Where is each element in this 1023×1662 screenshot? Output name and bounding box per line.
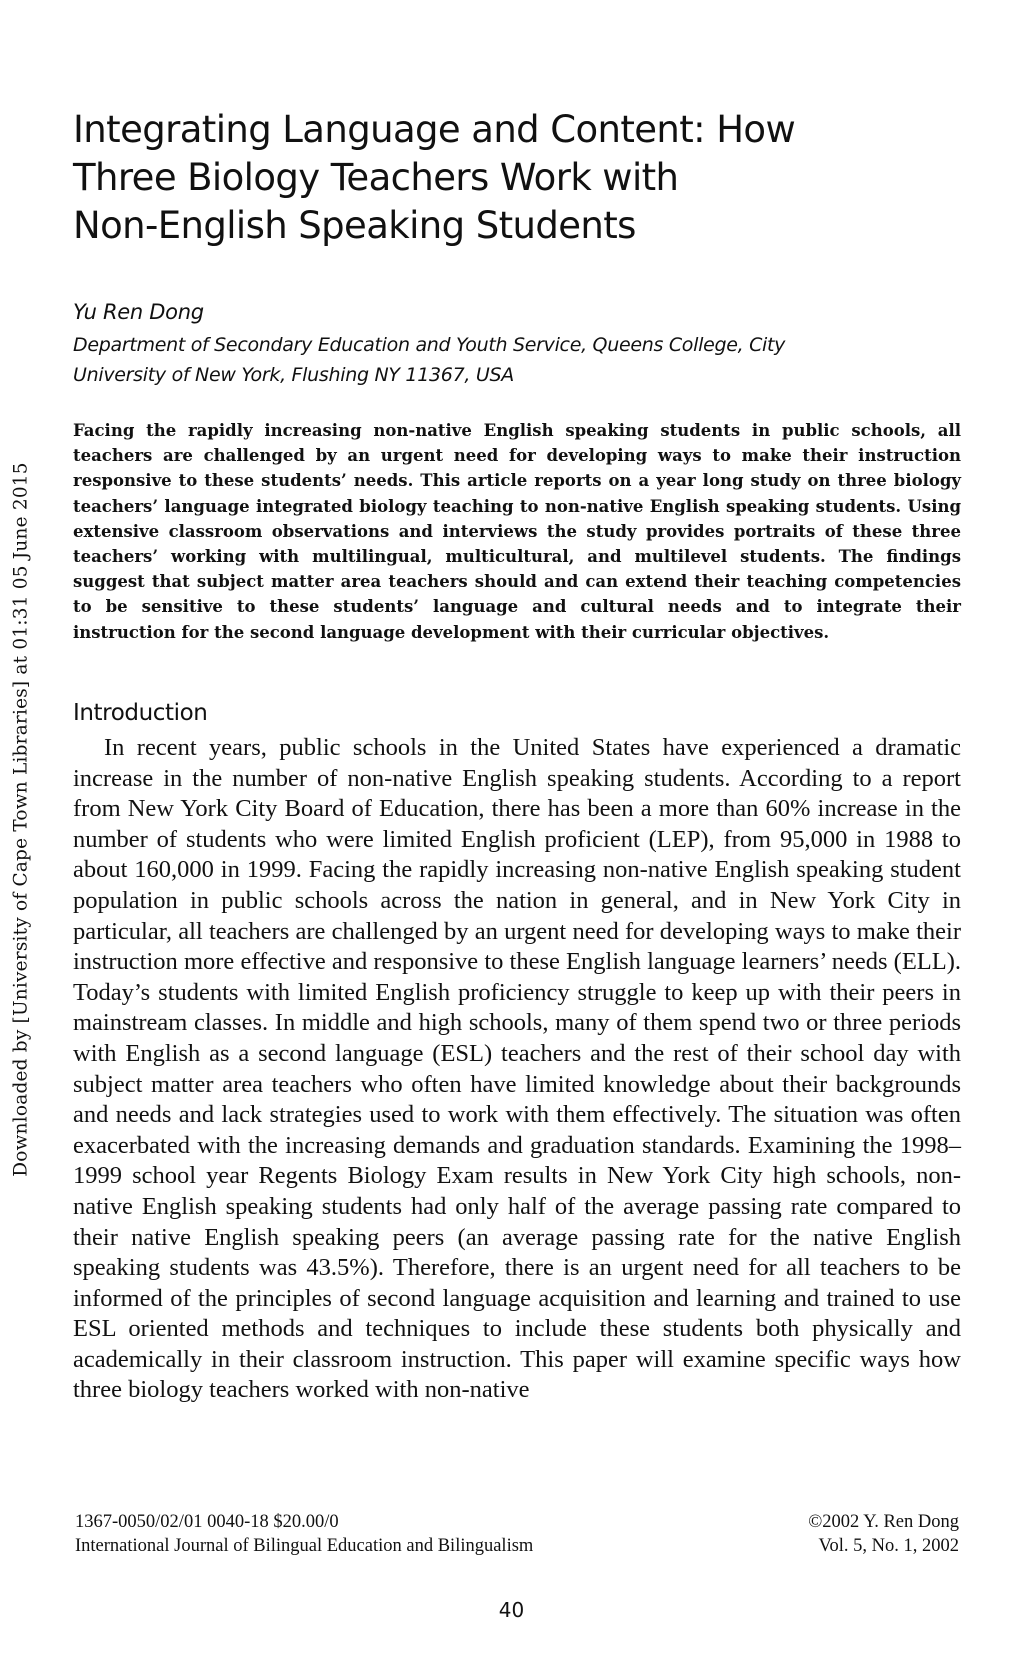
- intro-paragraph: In recent years, public schools in the United States have experienced a dramatic increase in the number of non-native English speaking students. According to a report from New York City Board of Education, there has been a more than 60% increase in the number of students who were limited English proficient (LEP), from 95,000 in 1988 to about 160,000 in 1999. Facing the rapidly increasing non-native English speaking student population in public schools across the nation in general, and in New York City in particular, all teachers are challenged by an urgent need for developing ways to make their instruction more effective and responsive to these English language learners’ needs (ELL). Today’s students with limited English proficiency struggle to keep up with their peers in mainstream classes. In middle and high schools, many of them spend two or three periods with English as a second language (ESL) teachers and the rest of their school day with subject matter area teachers who often have limited knowledge about their backgrounds and needs and lack strategies used to work with them effectively. The situation was often exacerbated with the increasing demands and graduation standards. Examining the 1998–1999 school year Regents Biology Exam results in New York City high schools, non-native English speaking students had only half of the average passing rate compared to their native English speaking peers (an average passing rate for the native English speaking students was 43.5%). Therefore, there is an urgent need for all teachers to be informed of the principles of second language acquisition and learning and trained to use ESL oriented methods and techniques to include these students both physically and academically in their classroom instruction. This paper will examine specific ways how three biology teachers worked with non-native: [73, 734, 961, 1404]
- author-affiliation: [73, 330, 961, 390]
- title-line: Three Biology Teachers Work with: [73, 156, 679, 199]
- title-line: Integrating Language and Content: How: [73, 108, 796, 151]
- footer-copyright-info: [808, 1510, 959, 1558]
- download-note-text: Downloaded by [University of Cape Town Libraries] at 01:31 05 June 2015: [10, 461, 32, 1177]
- page-number: 40: [498, 1598, 525, 1622]
- abstract: Facing the rapidly increasing non-native English speaking students in public schools, all teachers are challenged by an urgent need for developing ways to make their instruction responsive to these students’ needs. This article reports on a year long study on three biology teachers’ language integrated biology teaching to non-native English speaking students. Using extensive classroom observations and interviews the study provides portraits of these three teachers’ working with multilingual, multicultural, and multilevel students. The findings suggest that subject matter area teachers should and can extend their teaching competencies to be sensitive to these students’ language and cultural needs and to integrate their instruction for the second language development with their curricular objectives.: [73, 421, 961, 642]
- author-name: Yu Ren Dong: [73, 300, 204, 324]
- download-watermark: [2, 395, 40, 1243]
- section-heading-introduction: Introduction: [73, 700, 208, 726]
- article-title: [73, 106, 961, 250]
- footer-copyright: ©2002 Y. Ren Dong: [808, 1512, 959, 1532]
- title-line: Non-English Speaking Students: [73, 204, 636, 247]
- footer-volume: Vol. 5, No. 1, 2002: [818, 1536, 959, 1556]
- affiliation-line: Department of Secondary Education and Youth Service, Queens College, City: [73, 334, 786, 356]
- footer-journal: International Journal of Bilingual Education and Bilingualism: [75, 1536, 534, 1556]
- page-footer: [75, 1510, 959, 1558]
- footer-publication-info: [75, 1510, 533, 1558]
- affiliation-line: University of New York, Flushing NY 11367, USA: [73, 364, 514, 386]
- footer-issn: 1367-0050/02/01 0040-18 $20.00/0: [75, 1512, 339, 1532]
